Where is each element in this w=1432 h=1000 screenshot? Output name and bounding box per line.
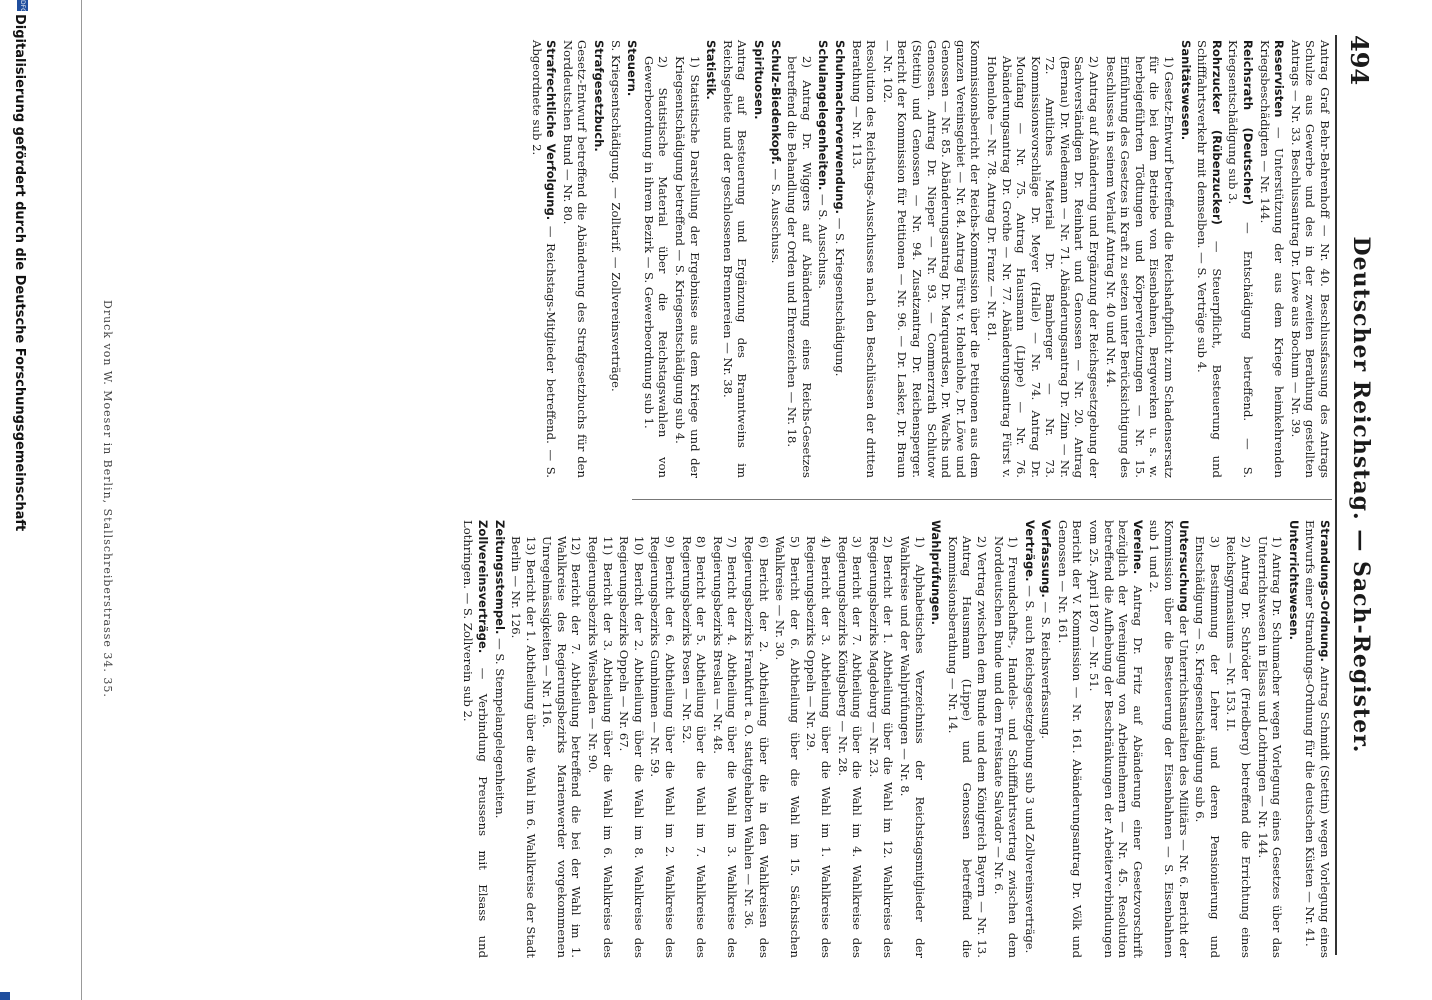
index-entry [785, 40, 814, 478]
index-entry [1224, 520, 1253, 958]
index-entry [880, 40, 982, 478]
index-entry [773, 520, 802, 958]
index-entry [804, 520, 833, 958]
index-entry [625, 40, 640, 478]
index-term: Zeitungsstempel. [492, 520, 507, 635]
index-term: Sanitätswesen. [1178, 40, 1193, 141]
index-term: Zollvereinsverträge. [475, 520, 490, 654]
index-term: Schulangelegenheiten. [816, 40, 831, 191]
index-entry [679, 520, 708, 958]
index-entry [849, 40, 878, 478]
index-term: Schuhmacherverwendung. [833, 40, 847, 215]
index-subentry: 2) Bericht der 1. Abtheilung über die Wahl im 12. Wahlkreise des Regierungsbezirks Magdeburg — Nr. 23. [866, 536, 896, 958]
index-subentry: 1) Antrag Dr. Schumacher wegen Vorlegung eines Gesetzes über das Unterrichtswesen in Elsass und Lothringen — Nr. 144. [1255, 536, 1285, 958]
index-entry [540, 520, 584, 958]
dfg-logo-icon: DFG [19, 0, 26, 13]
index-subentry: 3) Bericht der 7. Abtheilung über die Wahl im 4. Wahlkreise des Regierungsbezirks Königsberg — Nr. 28. [835, 536, 865, 958]
index-entry [1178, 40, 1193, 478]
index-subentry: 2) Statistische Material über die Reichstagswahlen von Gewerbeordnung in ihrem Bezirk — S. Gewerbeordnung sub 1. [641, 56, 671, 478]
index-term: Schulz-Biedenkopf. [768, 40, 783, 165]
index-text: Kommissionsbericht der Reichs-Kommission über die Petitionen aus dem ganzen Vereinsgebiet — Nr. 84. Antrag Fürst v. Hohenlohe, Dr. Löwe und Genossen — Nr. 85. Abänderungsantrag Dr. Marquardsen, Dr. Wachs und Genossen. Antrag Dr. Nieper — Nr. 93. — Commerzrath Schlutow (Stettin) und Genossen — Nr. 94. Zusatzantrag Dr. Reichensperger. Bericht der Kommission für Petitionen — Nr. 96. — Dr. Lasker, Dr. Braun — Nr. 102. [880, 40, 983, 478]
index-entry [984, 40, 1101, 478]
index-text: der Unterrichtsanstalten des Militärs — Nr. 6. Bericht der Kommission über die Besteuerung der Eisenbahnen — S. Eisenbahnen sub 1 und 2. [1147, 520, 1191, 958]
digitization-credit: Digitalisierung gefördert durch die Deutsche Forschungsgemeinschaft [12, 14, 27, 532]
index-subentry: 2) Vertrag zwischen dem Bunde und dem Königreich Bayern — Nr. 13. Antrag Hausmann (Lippe) und Genossen betreffend die Kommissionsberathung — Nr. 14. [945, 536, 989, 958]
index-text: S. Kriegsentschädigung. — Zolltarif. — Zollvereinsverträge. [608, 40, 623, 392]
index-text: — S. Ausschuss. [768, 168, 783, 264]
left-column [529, 40, 1332, 479]
index-entry [608, 40, 623, 478]
index-entry [710, 520, 739, 958]
index-entry [991, 520, 1020, 958]
index-term: Wahlprüfungen. [929, 520, 944, 626]
index-entry [1022, 520, 1037, 958]
index-term: Untersuchung [1176, 520, 1191, 612]
index-entry [1255, 520, 1284, 958]
index-entry [929, 520, 944, 958]
page-number: 494 [1345, 35, 1374, 86]
index-term: Reichsrath (Deutscher) [1241, 40, 1256, 206]
index-text: Antrag Dr. Fritz auf Abänderung einer Gesetzvorschrift bezüglich der Vereinigung von Arbeitnehmern — Nr. 45. Resolution betreffend die Aufhebung der Beschränkungen der Arbeiterverbindungen vom 25. April 1870 — Nr. 51. [1087, 520, 1145, 958]
index-entry [529, 40, 558, 478]
index-text: Antrag Schmidt (Stettin) wegen Vorlegung eines Entwurfs einer Strandungs-Ordnung für die deutschen Küsten — Nr. 41. [1303, 520, 1332, 959]
index-entry [751, 40, 766, 478]
index-entry [816, 40, 831, 478]
index-entry [1288, 40, 1332, 478]
index-entry [641, 40, 670, 478]
index-subentry: 2) Antrag Dr. Schröder (Friedberg) betreffend die Errichtung eines Reichsgymnasiums — Nr. 153. II. [1224, 536, 1254, 958]
index-entry [1193, 520, 1222, 958]
index-entry [1039, 520, 1054, 958]
index-term: Strafgesetzbuch. [592, 40, 607, 152]
index-subentry: 2) Antrag auf Abänderung und Ergänzung der Reichsgesetzgebung der Sachverständigen Dr. Reinhart und Genossen — Nr. 20. Antrag (Bernau) Dr. Wiedemann — Nr. 71. Abänderungsantrag Dr. Zinn — Nr. 72. Amtliches Material Dr. Bamberger — Nr. 73. Kommissionsvorschläge Dr. Meyer (Halle) — Nr. 74. Antrag Dr. Moufang — Nr. 75. Antrag Hausmann (Lippe) — Nr. 76. Abänderungsantrag Dr. Grothe — Nr. 77. Abänderungsantrag Fürst v. Hohenlohe — Nr. 78. Antrag Dr. Franz — Nr. 81. [984, 56, 1102, 478]
index-text: Bericht der V. Kommission — Nr. 161. Abänderungsantrag Dr. Völk und Genossen — Nr. 161. [1055, 520, 1085, 958]
index-entry [1055, 520, 1084, 958]
index-entry [586, 520, 615, 958]
index-entry [741, 520, 770, 958]
index-entry [1087, 520, 1145, 958]
right-column [461, 520, 1332, 959]
index-subentry: 4) Bericht der 3. Abtheilung über die Wahl im 1. Wahlkreise des Regierungsbezirks Oppeln — Nr. 29. [804, 536, 833, 958]
index-subentry: 1) Gesetz-Entwurf betreffend die Reichshaftpflicht zum Schadensersatz für die bei dem Betriebe von Eisenbahnen, Bergwerken u. s. w. herbeigeführten Tödtungen und Körperverletzungen — Nr. 15. Einführung des Gesetzes in Kraft zu setzen unter Berücksichtigung des Beschlusses in seinem Verlauf Antrag Nr. 40 und Nr. 44. [1103, 56, 1177, 478]
index-subentry: 13) Bericht der 1. Abtheilung über die Wahl im 6. Wahlkreise der Stadt Berlin — Nr. 126. [509, 536, 538, 958]
index-entry [617, 520, 646, 958]
index-text: Gesetz-Entwurf betreffend die Abänderung des Strafgesetzbuchs für den Norddeutschen Bund — Nr. 80. [560, 40, 590, 478]
index-entry [1257, 40, 1286, 478]
index-text: — Verbindung Preussens mit Elsass und Lothringen. — S. Zollverein sub 2. [461, 520, 490, 958]
index-entry [648, 520, 677, 958]
index-entry [509, 520, 538, 958]
index-text: Antrag auf Besteuerung und Ergänzung des Branntweins im Reichsgebiete und der geschlossenen Brennereien — Nr. 38. [720, 40, 750, 478]
index-entry [704, 40, 719, 478]
index-text: Resolution des Reichstags-Ausschusses nach den Beschlüssen der dritten Berathung — Nr. 113. [849, 40, 879, 478]
index-subentry: 12) Bericht der 7. Abtheilung betreffend die bei der Wahl im 1. Wahlkreise des Regierungsbezirks Marienwerder vorgekommenen Unregelmässigkeiten — Nr. 116. [540, 536, 584, 958]
index-term: Vereine. [1130, 520, 1145, 575]
index-term: Spirituosen. [752, 40, 767, 120]
index-subentry: 3) Bestimmung der Lehrer und deren Pensionierung und Entschädigung — S. Kriegsentschädigung sub 6. [1193, 536, 1222, 958]
index-entry [492, 520, 507, 958]
index-entry [832, 40, 847, 478]
index-subentry: 5) Bericht der 6. Abtheilung über die Wahl im 15. Sächsischen Wahlkreise — Nr. 30. [773, 536, 802, 958]
index-text: — S. auch Reichsgesetzgebung sub 3 und Zollvereinsverträge. [1022, 585, 1037, 954]
index-text: — Unterstützung der aus dem Kriege heimkehrenden Kriegsbeschädigten — Nr. 144. [1257, 40, 1287, 478]
column-divider [632, 499, 1332, 500]
index-subentry: 7) Bericht der 4. Abtheilung über die Wahl im 3. Wahlkreise des Regierungsbezirks Breslau — Nr. 48. [710, 536, 740, 958]
index-term: Strafrechtliche Verfolgung. [544, 40, 559, 221]
index-entry [866, 520, 895, 958]
index-entry [897, 520, 926, 958]
index-term: Verfassung. [1039, 520, 1054, 598]
index-text: — Reichstags-Mitglieder betreffend. — S. Abgeordnete sub 2. [529, 40, 559, 478]
index-entry [1147, 520, 1191, 958]
index-text: — Steuerpflicht, Besteuerung und Schifffahrtsverkehr mit demselben. — S. Verträge sub 4. [1195, 40, 1224, 478]
index-text: — S. Ausschuss. [816, 194, 831, 289]
index-entry [1303, 520, 1332, 958]
corner-marker [0, 992, 10, 1000]
index-subentry: 2) Antrag Dr. Wiggers auf Abänderung eines Reichs-Gesetzes betreffend die Behandlung der Orden und Ehrenzeichen — Nr. 18. [785, 56, 814, 478]
running-title: Deutscher Reichstag. — Sach-Register. [1348, 236, 1374, 754]
index-text: — S. Kriegsentschädigung. [833, 217, 847, 377]
index-entry [835, 520, 864, 958]
index-entry [1195, 40, 1224, 478]
index-term: Verträge. [1022, 520, 1037, 582]
index-entry [1103, 40, 1176, 478]
header-rule [1335, 35, 1337, 955]
index-entry [1286, 520, 1301, 958]
index-text: Antrag Graf Behr-Behrenhoff — Nr. 40. Beschlussfassung des Antrags Schulze aus Gewerbe und des in der zweiten Berathung gestellten Antrags — Nr. 33. Beschlussantrag Dr. Löwe aus Bochum — Nr. 39. [1288, 40, 1332, 478]
index-term: Reservisten [1272, 40, 1287, 118]
index-subentry: 1) Statistische Darstellung der Ergebnisse aus dem Kriege und der Kriegsentschädigung betreffend — S. Kriegsentschädigung sub 4. [673, 56, 702, 478]
index-entry [720, 40, 749, 478]
index-subentry: 1) Alphabetisches Verzeichniss der Reichstagsmitglieder der Wahlkreise und der Wahlprüfungen — Nr. 8. [897, 536, 927, 958]
index-entry [592, 40, 607, 478]
index-term: Strandungs-Ordnung. [1318, 520, 1332, 662]
index-subentry: 11) Bericht der 3. Abtheilung über die Wahl im 6. Wahlkreise des Regierungsbezirks Wiesbaden — Nr. 90. [586, 536, 615, 958]
printer-note: Druck von W. Moeser in Berlin, Stallschreiberstrasse 34. 35. [101, 300, 114, 698]
index-entry [768, 40, 783, 478]
index-subentry: 10) Bericht der 2. Abtheilung über die Wahl im 8. Wahlkreise des Regierungsbezirks Oppeln — Nr. 67. [617, 536, 646, 958]
index-entry [672, 40, 701, 478]
index-text: — S. Reichsverfassung. [1039, 601, 1054, 739]
index-text: — S. Stempelangelegenheiten. [492, 638, 507, 819]
index-term: Rohrzucker (Rübenzucker) [1209, 40, 1224, 225]
index-term: Unterrichtswesen. [1286, 520, 1301, 641]
page-edge [81, 0, 82, 1000]
index-term: Steuern. [625, 40, 640, 97]
index-entry [560, 40, 589, 478]
index-term: Statistik. [704, 40, 719, 100]
index-text: — Entschädigung betreffend. — S. Kriegsentschädigung sub 3. [1226, 40, 1256, 479]
index-subentry: 8) Bericht der 5. Abtheilung über die Wahl im 7. Wahlkreise des Regierungsbezirks Posen — Nr. 52. [679, 536, 709, 958]
index-entry [461, 520, 490, 958]
index-subentry: 6) Bericht der 2. Abtheilung über die in den Wahlkreisen des Regierungsbezirks Frankfurt a. O. stattgehabten Wahlen — Nr. 36. [742, 536, 771, 958]
index-subentry: 1) Freundschafts-, Handels- und Schifffahrtsvertrag zwischen dem Norddeutschen Bunde und dem Freistaate Salvador — Nr. 6. [991, 536, 1021, 958]
index-entry [1226, 40, 1255, 478]
index-entry [945, 520, 989, 958]
page-header [1340, 35, 1374, 955]
index-subentry: 9) Bericht der 6. Abtheilung über die Wahl im 2. Wahlkreise des Regierungsbezirks Gumbinnen — Nr. 59. [648, 536, 678, 958]
